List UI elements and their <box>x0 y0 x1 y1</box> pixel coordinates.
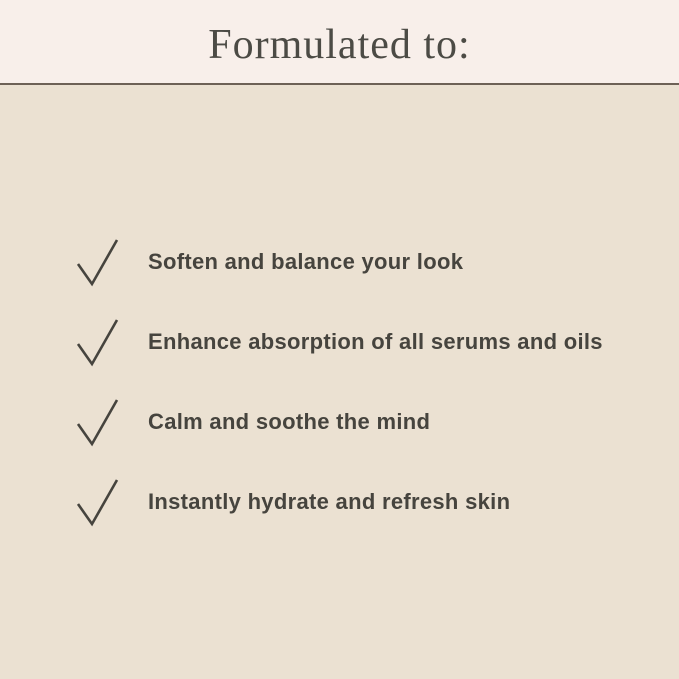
checklist-item <box>75 317 679 367</box>
checkmark-icon <box>75 317 119 367</box>
benefits-section <box>0 85 679 679</box>
checklist-item <box>75 397 679 447</box>
header-band <box>0 0 679 83</box>
page-title: Formulated to: <box>208 21 471 68</box>
checkmark-icon <box>75 237 119 287</box>
checklist-item-label: Calm and soothe the mind <box>148 409 431 434</box>
checklist-item <box>75 237 679 287</box>
checklist-item-label: Soften and balance your look <box>148 249 464 274</box>
checklist-item-label: Enhance absorption of all serums and oils <box>148 329 603 354</box>
checklist-item <box>75 477 679 527</box>
checkmark-icon <box>75 477 119 527</box>
checklist-item-label: Instantly hydrate and refresh skin <box>148 489 511 514</box>
checkmark-icon <box>75 397 119 447</box>
